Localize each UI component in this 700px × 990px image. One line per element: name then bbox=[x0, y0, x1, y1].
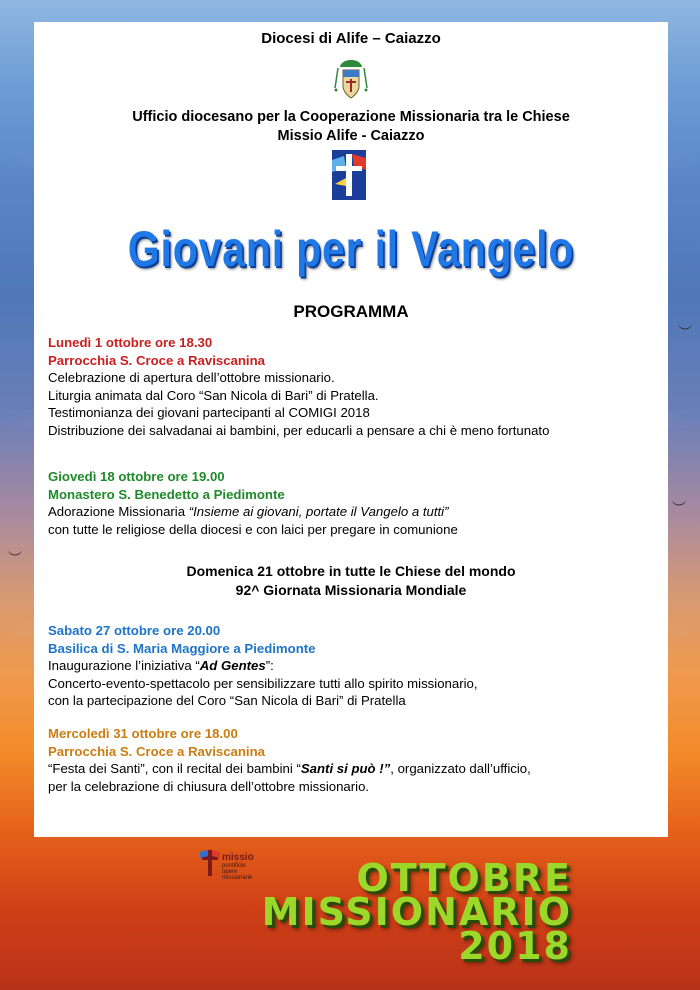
event-4-line bbox=[48, 760, 531, 778]
programma-heading: PROGRAMMA bbox=[293, 302, 409, 321]
diocese-title: Diocesi di Alife – Caiazzo bbox=[261, 30, 441, 47]
bishop-crest-icon bbox=[332, 58, 370, 102]
missio-footer-logo-sub: opere bbox=[222, 869, 238, 875]
event-3-line: Concerto-evento-spettacolo per sensibilizzare tutti allo spirito missionario, bbox=[48, 675, 478, 691]
footer-missionario: MISSIONARIO bbox=[261, 890, 572, 934]
missio-footer-logo-icon bbox=[200, 848, 220, 878]
event-1 bbox=[48, 334, 549, 439]
event-2 bbox=[48, 468, 458, 538]
event-1-line: Liturgia animata dal Coro “San Nicola di Bari” di Pratella. bbox=[48, 387, 379, 403]
missio-footer-logo-text: missio bbox=[222, 852, 254, 863]
footer-ottobre: OTTOBRE bbox=[356, 856, 572, 900]
missio-cross-logo-icon bbox=[332, 150, 366, 200]
footer-year: 2018 bbox=[458, 924, 572, 968]
event-3 bbox=[48, 622, 478, 710]
event-3-line bbox=[48, 657, 478, 675]
event-3-line-suffix: ”: bbox=[265, 658, 274, 673]
event-3-line-prefix: Inaugurazione l’iniziativa “ bbox=[48, 658, 200, 673]
sunday-line2: 92^ Giornata Missionaria Mondiale bbox=[235, 582, 467, 598]
event-2-motto: “Insieme ai giovani, portate il Vangelo a tutti” bbox=[188, 504, 449, 519]
event-1-date: Lunedì 1 ottobre ore 18.30 bbox=[48, 335, 213, 350]
event-4-place: Parrocchia S. Croce a Raviscanina bbox=[48, 743, 265, 759]
event-3-line: con la partecipazione del Coro “San Nicola di Bari” di Pratella bbox=[48, 693, 406, 708]
event-4-line-suffix: , organizzato dall’ufficio, bbox=[390, 761, 531, 776]
event-1-line: Celebrazione di apertura dell’ottobre missionario. bbox=[48, 370, 335, 385]
event-1-line: Distribuzione dei salvadanai ai bambini, per educarli a pensare a chi è meno fortunato bbox=[48, 422, 550, 438]
event-2-line: con tutte le religiose della diocesi e con laici per pregare in comunione bbox=[48, 521, 458, 537]
bird-icon: ︶ bbox=[678, 325, 692, 341]
sunday-line1: Domenica 21 ottobre in tutte le Chiese del mondo bbox=[186, 563, 516, 579]
missio-footer-logo-sub: pontificie bbox=[222, 863, 246, 869]
event-3-place: Basilica di S. Maria Maggiore a Piedimonte bbox=[48, 640, 316, 656]
bird-icon: ︶ bbox=[672, 501, 686, 517]
event-2-date: Giovedì 18 ottobre ore 19.00 bbox=[48, 469, 225, 484]
event-2-line-prefix: Adorazione Missionaria bbox=[48, 504, 189, 519]
office-heading bbox=[34, 108, 668, 146]
event-4-date: Mercoledì 31 ottobre ore 18.00 bbox=[48, 726, 238, 741]
poster-panel bbox=[34, 22, 668, 837]
sunday-announcement bbox=[34, 562, 668, 600]
missio-footer-logo-sub: missionarie bbox=[222, 875, 253, 881]
headline-giovani-per-il-vangelo: Giovani per il Vangelo bbox=[127, 221, 575, 277]
event-4-line-prefix: “Festa dei Santi”, con il recital dei bambini “ bbox=[48, 761, 301, 776]
office-line2: Missio Alife - Caiazzo bbox=[277, 128, 425, 144]
bird-icon: ︶ bbox=[8, 551, 22, 567]
event-2-place: Monastero S. Benedetto a Piedimonte bbox=[48, 486, 285, 502]
event-1-line: Testimonianza dei giovani partecipanti al COMIGI 2018 bbox=[48, 405, 370, 420]
office-line1: Ufficio diocesano per la Cooperazione Missionaria tra le Chiese bbox=[132, 109, 570, 125]
event-3-ad-gentes: Ad Gentes bbox=[199, 658, 266, 673]
event-2-line bbox=[48, 503, 458, 521]
event-4-line: per la celebrazione di chiusura dell’ottobre missionario. bbox=[48, 778, 370, 794]
event-3-date: Sabato 27 ottobre ore 20.00 bbox=[48, 623, 221, 638]
event-1-place: Parrocchia S. Croce a Raviscanina bbox=[48, 352, 265, 368]
event-4 bbox=[48, 725, 531, 795]
event-4-recital-title: Santi si può !” bbox=[300, 761, 391, 776]
